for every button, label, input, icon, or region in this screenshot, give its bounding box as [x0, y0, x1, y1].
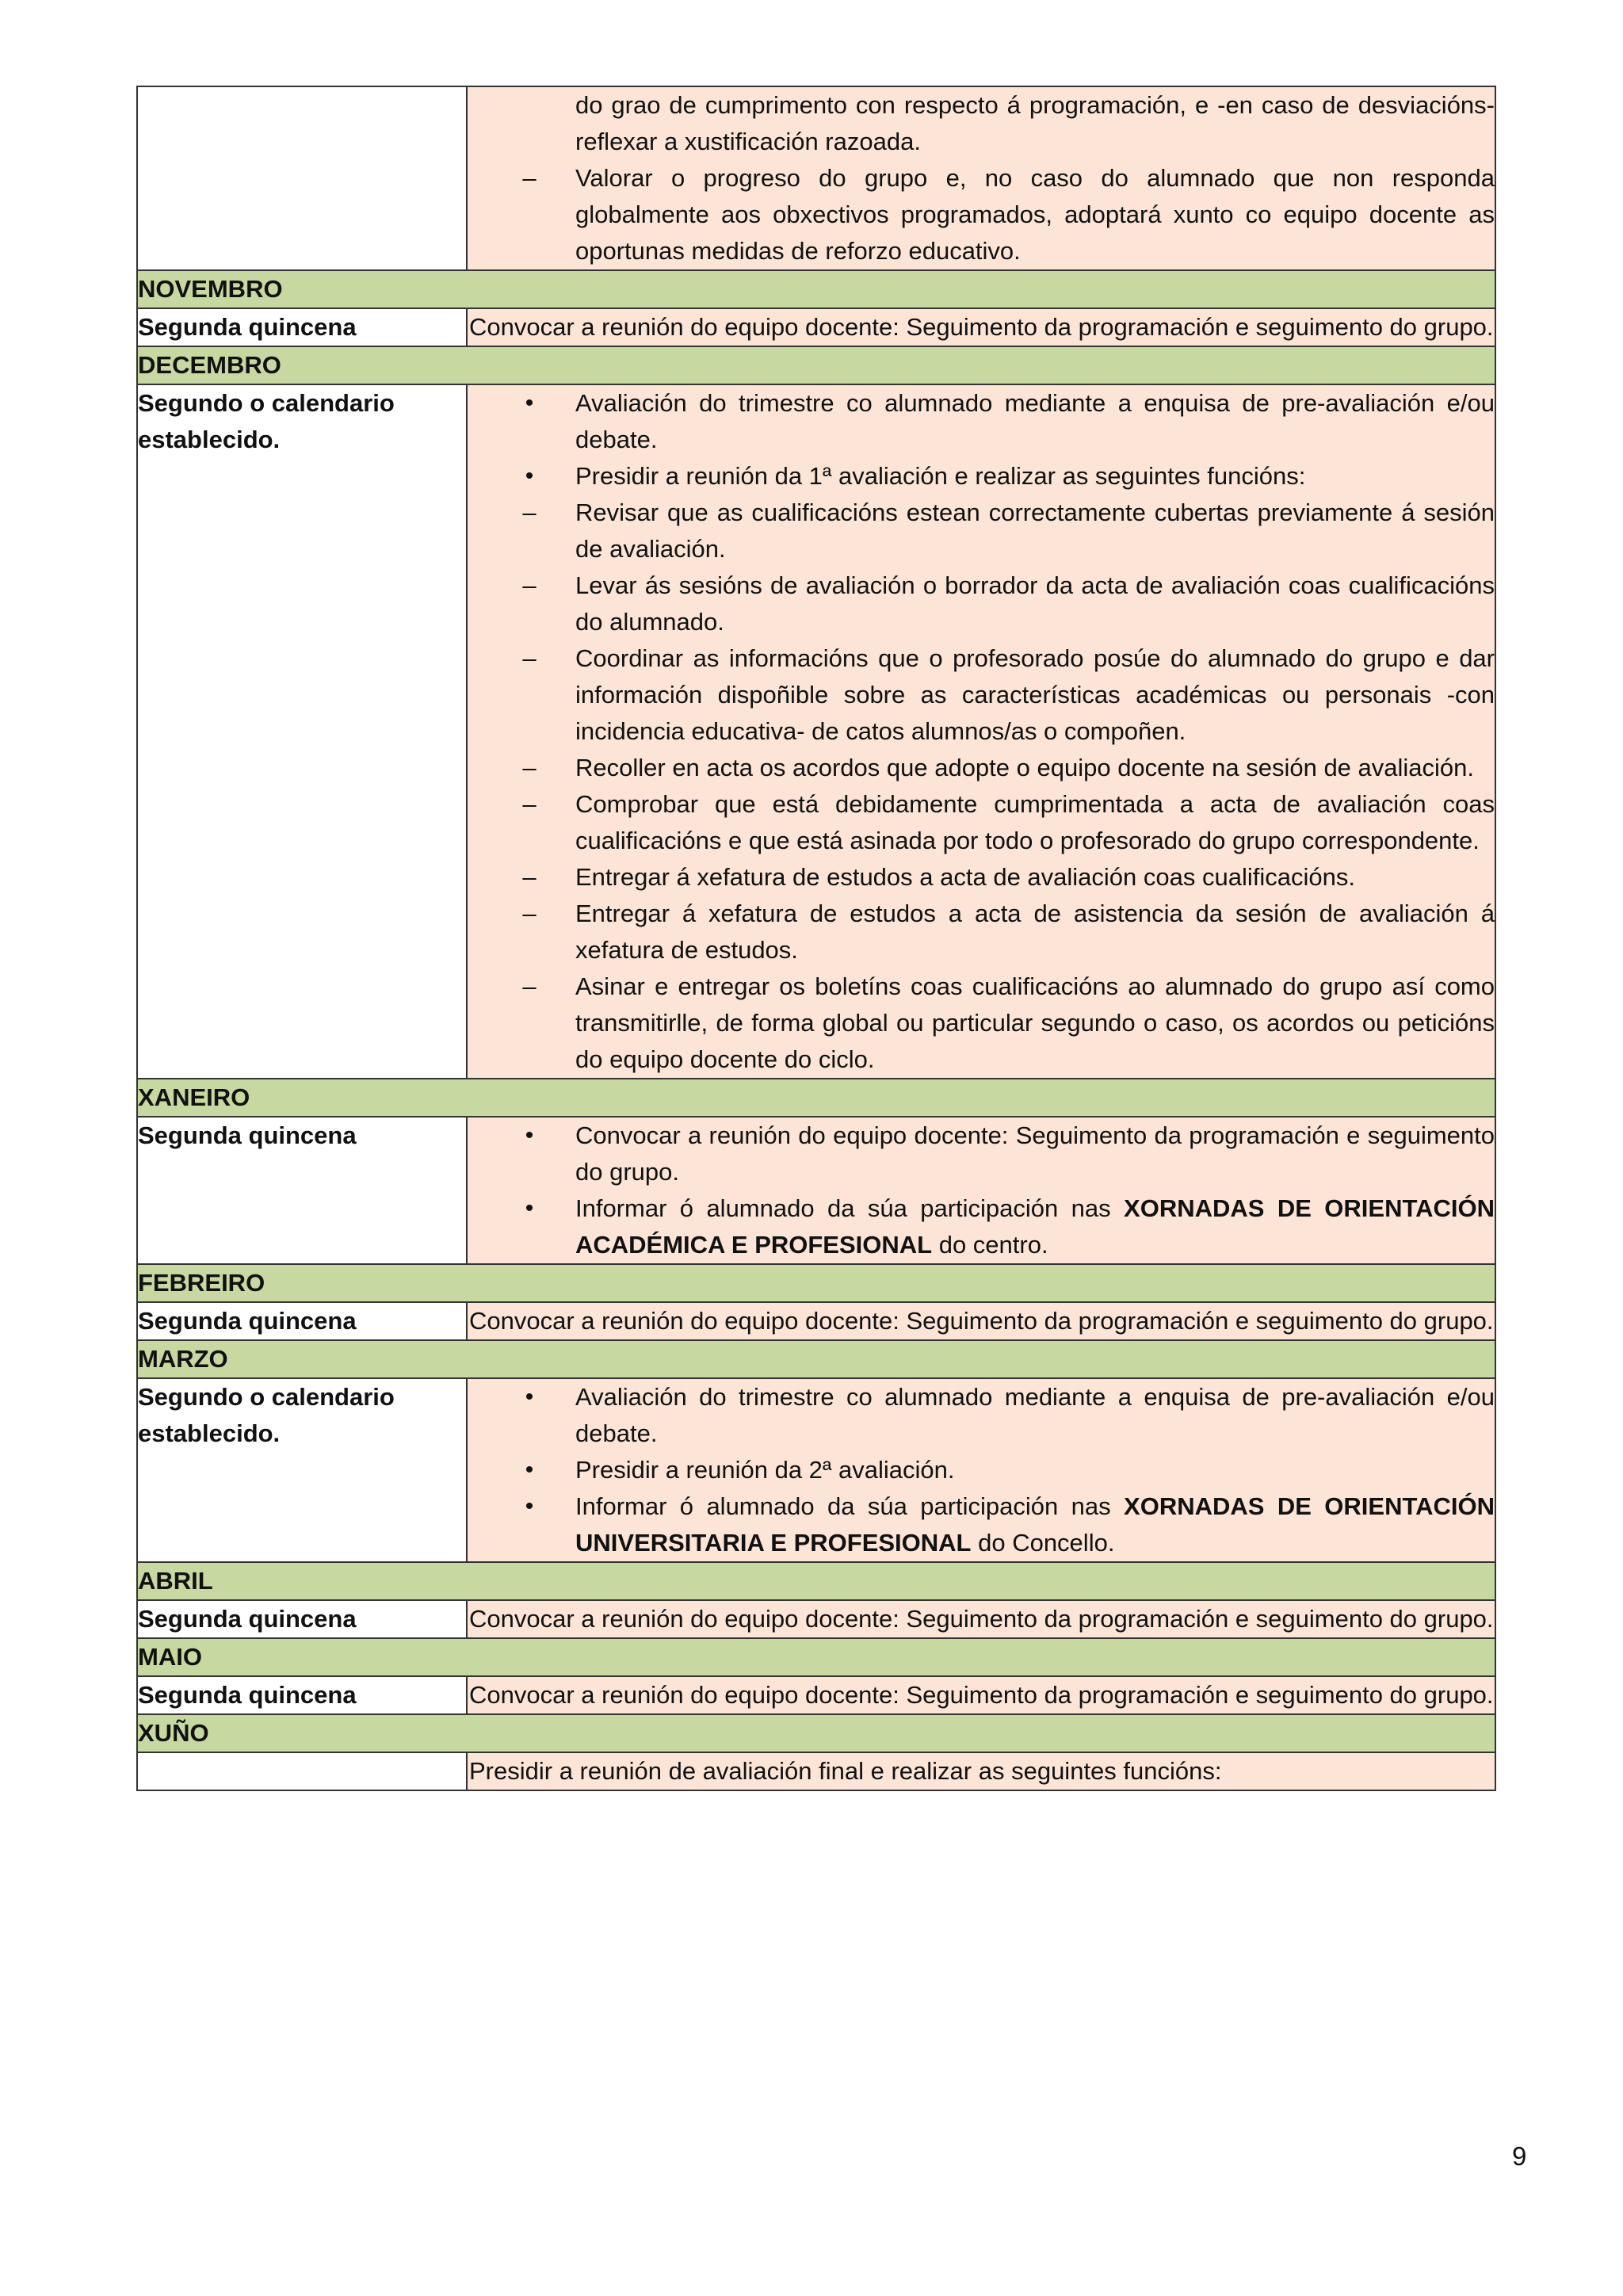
month-row-marzo — [137, 1340, 1495, 1378]
period-label: Segunda quincena — [137, 1600, 467, 1638]
task-text: Convocar a reunión do equipo docente: Seguimento da programación e seguimento do grupo. — [469, 1605, 1494, 1633]
period-label: Segunda quincena — [137, 1302, 467, 1340]
dash-marker: – — [522, 863, 537, 891]
task-list — [468, 1117, 1495, 1263]
month-row-novembro — [137, 270, 1495, 308]
schedule-row-xaneiro — [137, 1117, 1495, 1264]
list-item-text: Presidir a reunión da 2ª avaliación. — [575, 1456, 955, 1484]
month-row-xaneiro — [137, 1079, 1495, 1117]
bullet-marker: • — [525, 463, 534, 489]
dash-marker: – — [522, 164, 537, 192]
dash-marker: – — [522, 972, 537, 1000]
month-row-abril — [137, 1562, 1495, 1600]
continuation-row — [137, 86, 1495, 270]
page-number: 9 — [1512, 2141, 1527, 2171]
list-item — [468, 567, 1495, 640]
list-item — [468, 896, 1495, 968]
list-item-text: Avaliación do trimestre co alumnado mediante a enquisa de pre-avaliación e/ou debate. — [575, 389, 1495, 453]
list-item-text: Recoller en acta os acordos que adopte o equipo docente na sesión de avaliación. — [575, 754, 1475, 781]
list-item-text: Informar ó alumnado da súa participación nas — [575, 1194, 1125, 1222]
list-item-text: do centro. — [932, 1231, 1048, 1259]
bullet-marker: • — [525, 390, 534, 416]
month-heading: MARZO — [137, 1340, 1495, 1378]
task-cell — [467, 1600, 1495, 1638]
list-item — [468, 968, 1495, 1078]
list-item-text: Coordinar as informacións que o profesorado posúe do alumnado do grupo e dar información dispoñible sobre as características académicas ou personais -con incidencia educativa- de catos alumnos/as o compoñen. — [575, 644, 1495, 745]
month-row-febreiro — [137, 1264, 1495, 1302]
month-heading: ABRIL — [137, 1562, 1495, 1600]
dash-marker: – — [522, 644, 537, 672]
schedule-row-novembro — [137, 308, 1495, 346]
month-row-decembro — [137, 346, 1495, 384]
task-text: Convocar a reunión do equipo docente: Seguimento da programación e seguimento do grupo. — [469, 1307, 1494, 1335]
dash-marker: – — [522, 571, 537, 599]
list-item-text: Levar ás sesións de avaliación o borrador da acta de avaliación coas cualificacións do alumnado. — [575, 571, 1495, 636]
list-item-text: Convocar a reunión do equipo docente: Seguimento da programación e seguimento do grupo. — [575, 1121, 1495, 1186]
period-label: Segundo o calendario establecido. — [137, 1378, 467, 1562]
continuation-content-cell — [467, 86, 1495, 270]
list-item-text: Revisar que as cualificacións estean correctamente cubertas previamente á sesión de avaliación. — [575, 499, 1495, 563]
list-item-text: Valorar o progreso do grupo e, no caso do alumnado que non responda globalmente aos obxectivos programados, adoptará xunto co equipo docente as oportunas medidas de reforzo educativo. — [575, 164, 1495, 265]
month-heading: FEBREIRO — [137, 1264, 1495, 1302]
task-list — [468, 385, 1495, 1078]
list-item-text: Informar ó alumnado da súa participación nas — [575, 1492, 1125, 1520]
task-cell — [467, 1676, 1495, 1714]
event-name: XORNADAS DE ORIENTACIÓN UNIVERSITARIA E PROFESIONAL — [575, 1492, 1495, 1557]
task-text: Presidir a reunión de avaliación final e realizar as seguintes funcións: — [469, 1757, 1222, 1785]
list-item — [468, 1379, 1495, 1452]
month-row-maio — [137, 1638, 1495, 1676]
list-item — [468, 786, 1495, 859]
list-item — [468, 458, 1495, 495]
dash-marker: – — [522, 754, 537, 781]
continuation-text: do grao de cumprimento con respecto á programación, e -en caso de desviacións- reflexar a xustificación razoada. — [575, 91, 1495, 155]
month-row-xuno — [137, 1714, 1495, 1752]
task-cell — [467, 1752, 1495, 1790]
month-heading: MAIO — [137, 1638, 1495, 1676]
schedule-row-febreiro — [137, 1302, 1495, 1340]
list-item-text: do Concello. — [971, 1529, 1115, 1557]
list-item — [468, 1117, 1495, 1190]
continuation-list — [468, 160, 1495, 269]
task-text: Convocar a reunión do equipo docente: Seguimento da programación e seguimento do grupo. — [469, 1681, 1494, 1709]
task-cell — [467, 1302, 1495, 1340]
schedule-row-marzo — [137, 1378, 1495, 1562]
continuation-label-cell — [137, 86, 467, 270]
list-item — [468, 385, 1495, 458]
list-item-text: Presidir a reunión da 1ª avaliación e realizar as seguintes funcións: — [575, 462, 1306, 490]
list-item — [468, 1190, 1495, 1263]
list-item-text: Avaliación do trimestre co alumnado mediante a enquisa de pre-avaliación e/ou debate. — [575, 1383, 1495, 1447]
list-item — [468, 640, 1495, 750]
list-item — [468, 750, 1495, 786]
task-cell — [467, 1378, 1495, 1562]
list-item-text: Asinar e entregar os boletíns coas cualificacións ao alumnado do grupo así como transmitirlle, de forma global ou particular segundo o caso, os acordos ou peticións do equipo docente do ciclo. — [575, 972, 1495, 1073]
bullet-marker: • — [525, 1384, 534, 1410]
schedule-row-abril — [137, 1600, 1495, 1638]
list-item — [468, 160, 1495, 269]
tutoria-schedule-table — [136, 86, 1496, 1791]
period-label: Segunda quincena — [137, 1117, 467, 1264]
task-text: Convocar a reunión do equipo docente: Seguimento da programación e seguimento do grupo. — [469, 313, 1494, 341]
list-item — [468, 859, 1495, 896]
period-label: Segunda quincena — [137, 1676, 467, 1714]
task-cell — [467, 308, 1495, 346]
task-cell — [467, 1117, 1495, 1264]
task-cell — [467, 384, 1495, 1079]
bullet-marker: • — [525, 1122, 534, 1148]
month-heading: NOVEMBRO — [137, 270, 1495, 308]
bullet-marker: • — [525, 1195, 534, 1221]
schedule-row-maio — [137, 1676, 1495, 1714]
month-heading: XUÑO — [137, 1714, 1495, 1752]
schedule-row-xuno — [137, 1752, 1495, 1790]
period-label: Segunda quincena — [137, 308, 467, 346]
period-label — [137, 1752, 467, 1790]
bullet-marker: • — [525, 1493, 534, 1519]
period-label: Segundo o calendario establecido. — [137, 384, 467, 1079]
dash-marker: – — [522, 900, 537, 927]
list-item-text: Comprobar que está debidamente cumprimentada a acta de avaliación coas cualificacións e que está asinada por todo o profesorado do grupo correspondente. — [575, 790, 1495, 854]
list-item — [468, 495, 1495, 567]
month-heading: XANEIRO — [137, 1079, 1495, 1117]
list-item-text: Entregar á xefatura de estudos a acta de avaliación coas cualificacións. — [575, 863, 1355, 891]
dash-marker: – — [522, 499, 537, 526]
dash-marker: – — [522, 790, 537, 818]
list-item-text: Entregar á xefatura de estudos a acta de asistencia da sesión de avaliación á xefatura de estudos. — [575, 900, 1495, 964]
list-item — [468, 1488, 1495, 1561]
bullet-marker: • — [525, 1457, 534, 1483]
event-name: XORNADAS DE ORIENTACIÓN ACADÉMICA E PROFESIONAL — [575, 1194, 1495, 1259]
task-list — [468, 1379, 1495, 1561]
schedule-row-decembro — [137, 384, 1495, 1079]
month-heading: DECEMBRO — [137, 346, 1495, 384]
list-item — [468, 1452, 1495, 1488]
